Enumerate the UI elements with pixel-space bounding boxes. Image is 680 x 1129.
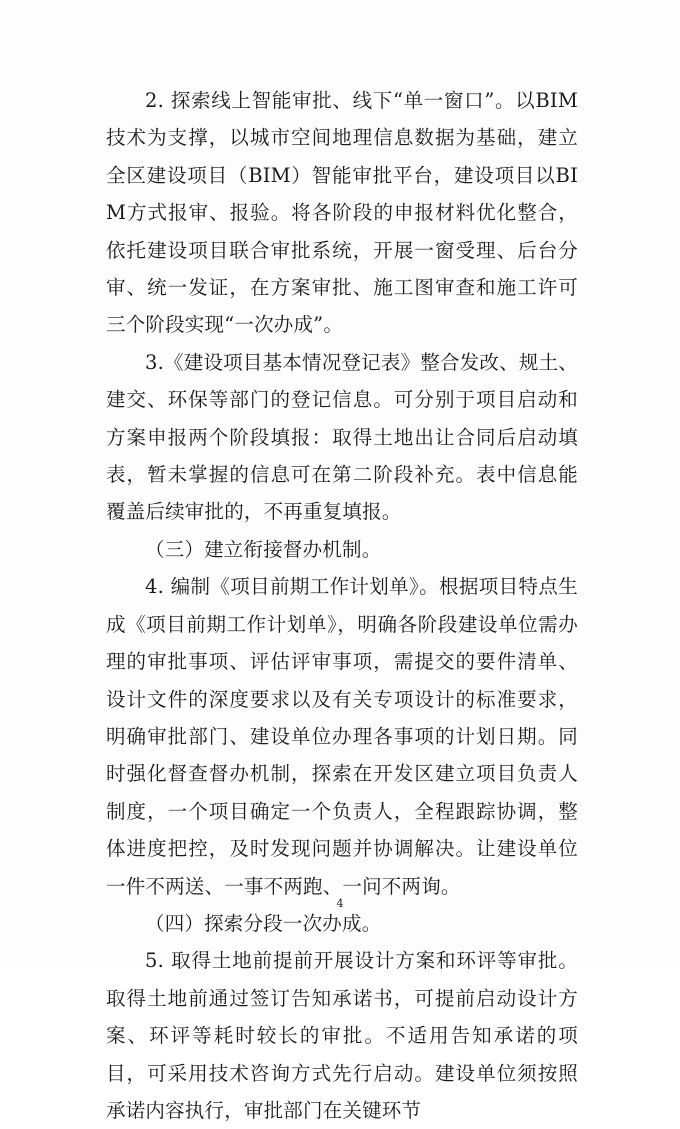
- section-heading-4: （四）探索分段一次办成。: [145, 911, 382, 935]
- paragraph-3-registration-form: 3.《建设项目基本情况登记表》整合发改、规土、建交、环保等部门的登记信息。可分别于项目启动和方案申报两个阶段填报：取得土地出让合同后启动填表，暂未掌握的信息可在第二阶段补充。表中信息能覆盖后续审批的，不再重复填报。: [106, 350, 578, 524]
- section-heading-3: （三）建立衔接督办机制。: [145, 537, 382, 561]
- paragraph-4-work-plan: 4. 编制《项目前期工作计划单》。根据项目特点生成《项目前期工作计划单》，明确各阶段建设单位需办理的审批事项、评估评审事项，需提交的要件清单、设计文件的深度要求以及有关专项设计的标准要求，明确审批部门、建设单位办理各事项的计划日期。同时强化督查督办机制，探索在开发区建立项目负责人制度，一个项目确定一个负责人，全程跟踪协调，整体进度把控，及时发现问题并协调解决。让建设单位一件不两送、一事不两跑、一问不两询。: [106, 575, 578, 898]
- paragraph-5-pre-land-approval: 5. 取得土地前提前开展设计方案和环评等审批。取得土地前通过签订告知承诺书，可提前启动设计方案、环评等耗时较长的审批。不适用告知承诺的项目，可采用技术咨询方式先行启动。建设单位须按照承诺内容执行，审批部门在关键环节: [106, 949, 578, 1122]
- paragraph-2-bim-approval: 2. 探索线上智能审批、线下“单一窗口”。以BIM技术为支撑，以城市空间地理信息数据为基础，建立全区建设项目（BIM）智能审批平台，建设项目以BIM方式报审、报验。将各阶段的申报材料优化整合，依托建设项目联合审批系统，开展一窗受理、后台分审、统一发证，在方案审批、施工图审查和施工许可三个阶段实现“一次办成”。: [106, 89, 578, 337]
- document-body: [106, 82, 578, 1129]
- page-number: 4: [336, 897, 344, 910]
